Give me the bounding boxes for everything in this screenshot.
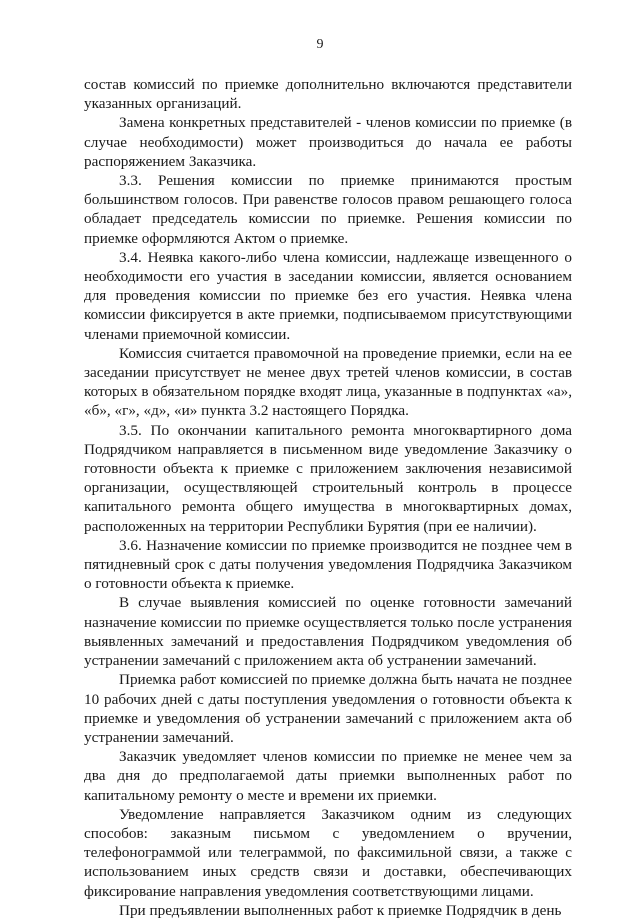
paragraph-continuation: состав комиссий по приемке дополнительно включаются представители указанных организаций. [84,76,572,113]
paragraph-replacement-of-members: Замена конкретных представителей - членов комиссии по приемке (в случае необходимости) может производиться до начала ее работы распоряжением Заказчика. [84,114,572,170]
document-body [84,75,572,920]
page-number: 9 [316,37,324,52]
paragraph-acceptance-start: Приемка работ комиссией по приемке должна быть начата не позднее 10 рабочих дней с даты поступления уведомления о готовности объекта к приемке и уведомления об устранении замечаний с приложением акта об устранении замечаний. [84,671,572,746]
paragraph-remarks: В случае выявления комиссией по оценке готовности замечаний назначение комиссии по приемке осуществляется только после устранения выявленных замечаний и предоставления Подрядчиком уведомления об устранении замечаний с приложением акта об устранении замечаний. [84,594,572,670]
paragraph-3-6: 3.6. Назначение комиссии по приемке производится не позднее чем в пятидневный срок с даты получения уведомления Подрядчика Заказчиком о готовности объекта к приемке. [84,536,572,593]
paragraph-notify-members: Заказчик уведомляет членов комиссии по приемке не менее чем за два дня до предполагаемой даты приемки выполненных работ по капитальному ремонту о месте и времени их приемки. [84,748,572,804]
paragraph-3-3: 3.3. Решения комиссии по приемке принимаются простым большинством голосов. При равенстве голосов правом решающего голоса обладает председатель комиссии по приемке. Решения комиссии по приемке оформляются Актом о приемке. [84,172,572,247]
paragraph-3-4: 3.4. Неявка какого-либо члена комиссии, надлежаще извещенного о необходимости его участия в заседании комиссии, является основанием для проведения комиссии по приемке без его участия. Неявка члена комиссии фиксируется в акте приемки, подписываемом присутствующими членами приемочной комиссии. [84,248,572,343]
paragraph-quorum: Комиссия считается правомочной на проведение приемки, если на ее заседании присутствует не менее двух третей членов комиссии, в состав которых в обязательном порядке входят лица, указанные в подпунктах «а», «б», «г», «д», «и» пункта 3.2 настоящего Порядка. [84,344,572,420]
paragraph-3-5: 3.5. По окончании капитального ремонта многоквартирного дома Подрядчиком направляется в письменном виде уведомление Заказчику о готовности объекта к приемке с приложением заключения независимой организации, осуществляющей строительный контроль в процессе капитального ремонта общего имущества в многоквартирных домах, расположенных на территории Республики Бурятия (при ее наличии). [84,421,572,535]
paragraph-submission: При предъявлении выполненных работ к приемке Подрядчик в день [119,901,562,919]
paragraph-notification-methods: Уведомление направляется Заказчиком одним из следующих способов: заказным письмом с уведомлением о вручении, телефонограммой или телеграммой, по факсимильной связи, а также с использованием иных средств связи и доставки, обеспечивающих фиксирование направления уведомления соответствующими лицами. [84,805,572,900]
